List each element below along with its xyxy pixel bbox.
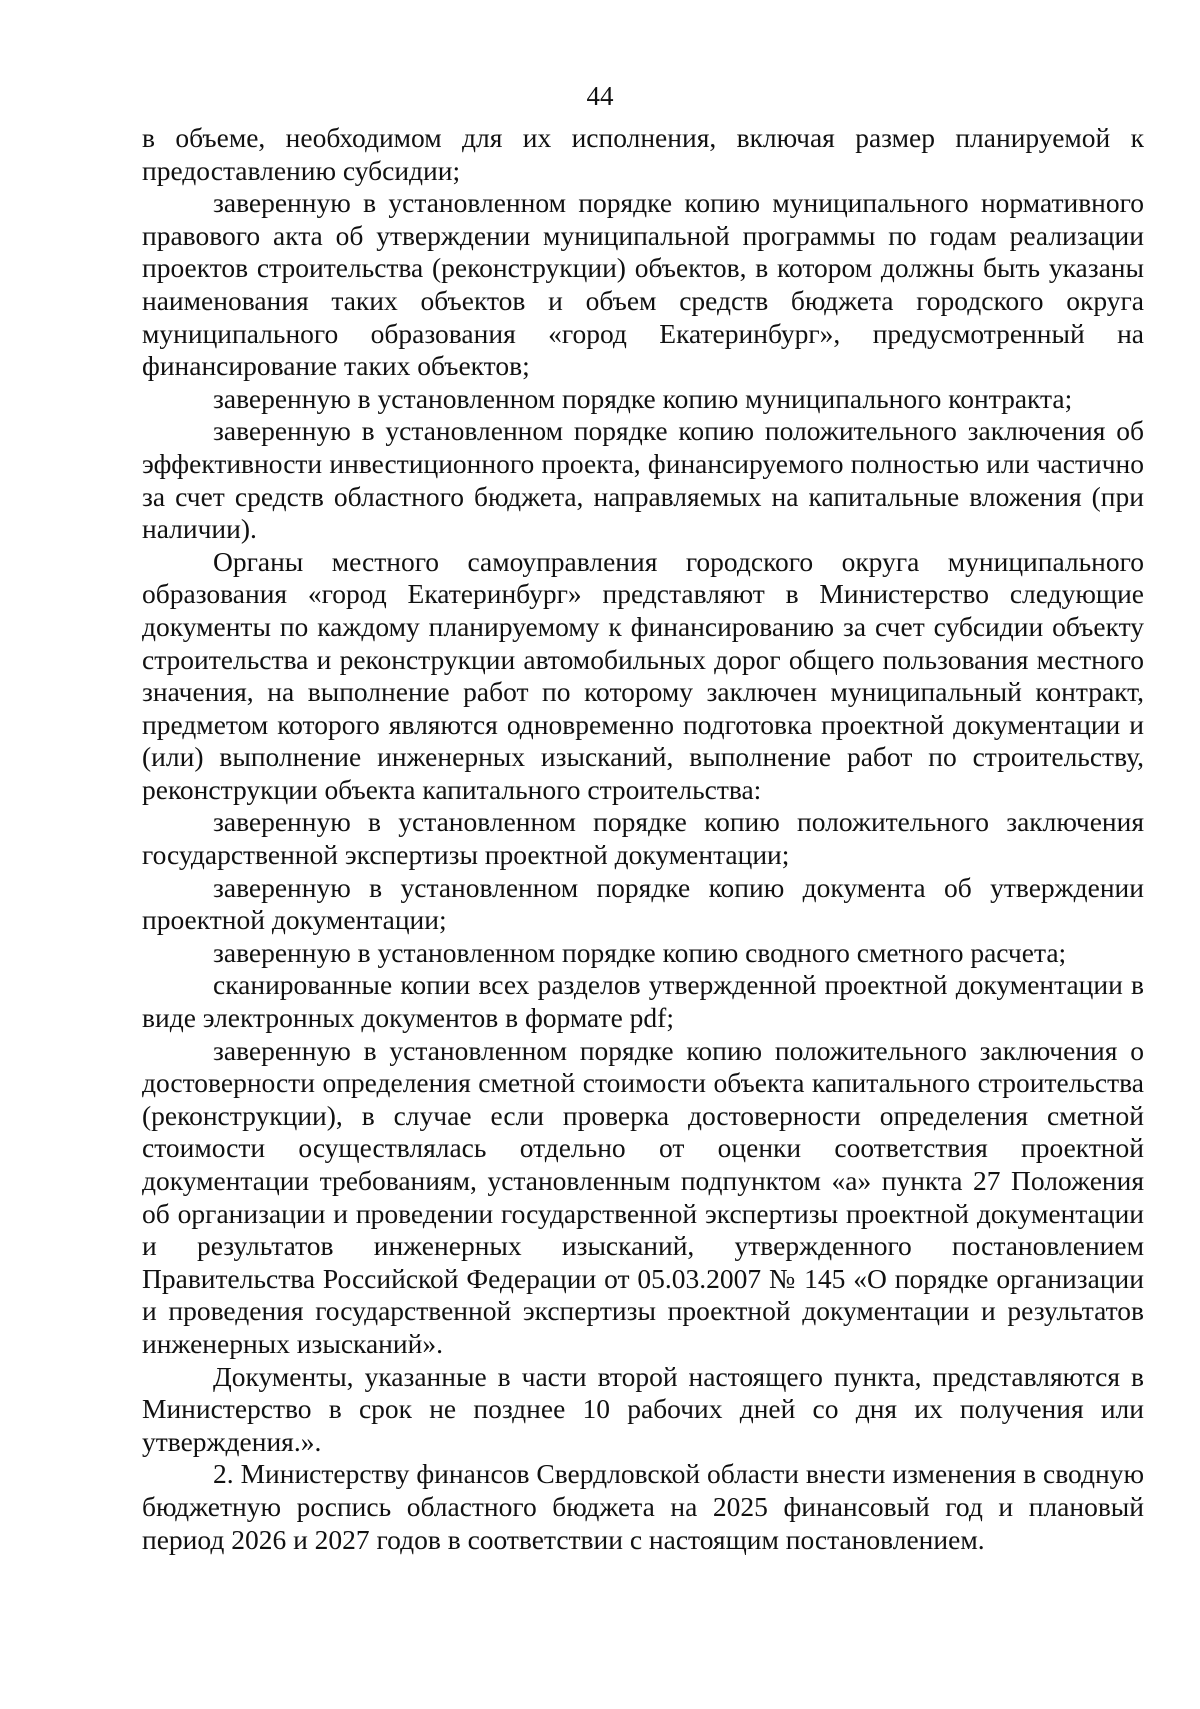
page-number: 44 [586, 81, 614, 111]
paragraph-10: заверенную в установленном порядке копию положительного заключения о достоверности определения сметной стоимости объекта капитального строительства (реконструкции), в случае если проверка достоверности определения сметной стоимости осуществлялась отдельно от оценки соответствия проектной документации требованиям, установленным подпунктом «а» пункта 27 Положения об организации и проведении государственной экспертизы проектной документации и результатов инженерных изысканий, утвержденного постановлением Правительства Российской Федерации от 05.03.2007 № 145 «О порядке организации и проведения государственной экспертизы проектной документации и результатов инженерных изысканий». [142, 1034, 1144, 1359]
document-body [142, 122, 1144, 1556]
paragraph-6: заверенную в установленном порядке копию положительного заключения государственной экспертизы проектной документации; [142, 806, 1144, 871]
paragraph-4: заверенную в установленном порядке копию положительного заключения об эффективности инвестиционного проекта, финансируемого полностью или частично за счет средств областного бюджета, направляемых на капитальные вложения (при наличии). [142, 415, 1144, 545]
paragraph-3: заверенную в установленном порядке копию муниципального контракта; [213, 382, 1073, 414]
paragraph-8: заверенную в установленном порядке копию сводного сметного расчета; [213, 936, 1067, 968]
paragraph-2: заверенную в установленном порядке копию муниципального нормативного правового акта об утверждении муниципальной программы по годам реализации проектов строительства (реконструкции) объектов, в котором должны быть указаны наименования таких объектов и объем средств бюджета городского округа муниципального образования «город Екатеринбург», предусмотренный на финансирование таких объектов; [142, 187, 1144, 382]
paragraph-12: 2. Министерству финансов Свердловской области внести изменения в сводную бюджетную роспись областного бюджета на 2025 финансовый год и плановый период 2026 и 2027 годов в соответствии с настоящим постановлением. [142, 1458, 1144, 1555]
paragraph-11: Документы, указанные в части второй настоящего пункта, представляются в Министерство в срок не позднее 10 рабочих дней со дня их получения или утверждения.». [142, 1360, 1144, 1457]
paragraph-9: сканированные копии всех разделов утвержденной проектной документации в виде электронных документов в формате pdf; [142, 969, 1144, 1034]
paragraph-1: в объеме, необходимом для их исполнения, включая размер планируемой к предоставлению субсидии; [142, 122, 1144, 186]
paragraph-5: Органы местного самоуправления городского округа муниципального образования «город Екатеринбург» представляют в Министерство следующие документы по каждому планируемому к финансированию за счет субсидии объекту строительства и реконструкции автомобильных дорог общего пользования местного значения, на выполнение работ по которому заключен муниципальный контракт, предметом которого являются одновременно подготовка проектной документации и (или) выполнение инженерных изысканий, выполнение работ по строительству, реконструкции объекта капитального строительства: [142, 545, 1144, 805]
paragraph-7: заверенную в установленном порядке копию документа об утверждении проектной документации; [142, 871, 1144, 936]
